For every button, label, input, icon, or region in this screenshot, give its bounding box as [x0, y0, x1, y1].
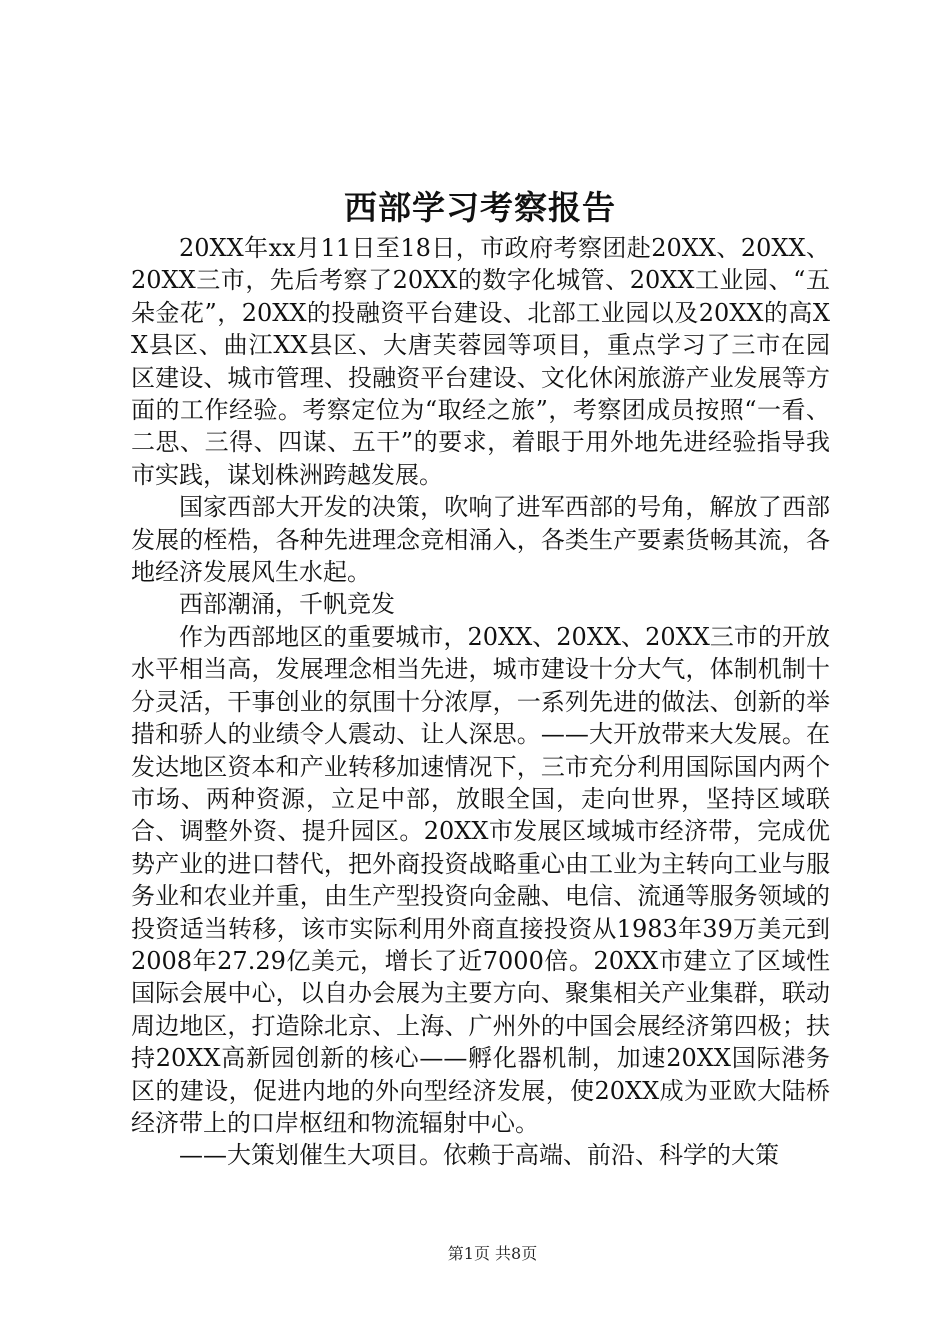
- document-body: [131, 232, 830, 1172]
- paragraph-1: 20XX年xx月11日至18日，市政府考察团赴20XX、20XX、20XX三市，先后考察了20XX的数字化城管、20XX工业园、“五朵金花”，20XX的投融资平台建设、北部工业园以及20XX的高XX县区、曲江XX县区、大唐芙蓉园等项目，重点学习了三市在园区建设、城市管理、投融资平台建设、文化休闲旅游产业发展等方面的工作经验。考察定位为“取经之旅”，考察团成员按照“一看、二思、三得、四谋、五干”的要求，着眼于用外地先进经验指导我市实践，谋划株洲跨越发展。: [131, 234, 830, 489]
- section-heading: 西部潮涌，千帆竞发: [179, 590, 395, 619]
- page-number-footer: 第1页 共8页: [447, 1244, 538, 1263]
- document-title: 西部学习考察报告: [344, 188, 616, 227]
- paragraph-4: ——大策划催生大项目。依赖于高端、前沿、科学的大策: [179, 1141, 779, 1170]
- paragraph-3: 作为西部地区的重要城市，20XX、20XX、20XX三市的开放水平相当高，发展理念相当先进，城市建设十分大气，体制机制十分灵活，干事创业的氛围十分浓厚，一系列先进的做法、创新的举措和骄人的业绩令人震动、让人深思。——大开放带来大发展。在发达地区资本和产业转移加速情况下，三市充分利用国际国内两个市场、两种资源，立足中部，放眼全国，走向世界，坚持区域联合、调整外资、提升园区。20XX市发展区域城市经济带，完成优势产业的进口替代，把外商投资战略重心由工业为主转向工业与服务业和农业并重，由生产型投资向金融、电信、流通等服务领域的投资适当转移，该市实际利用外商直接投资从1983年39万美元到2008年27.29亿美元，增长了近7000倍。20XX市建立了区域性国际会展中心，以自办会展为主要方向、聚集相关产业集群，联动周边地区，打造除北京、上海、广州外的中国会展经济第四极；扶持20XX高新园创新的核心——孵化器机制，加速20XX国际港务区的建设，促进内地的外向型经济发展，使20XX成为亚欧大陆桥经济带上的口岸枢纽和物流辐射中心。: [131, 622, 830, 1137]
- paragraph-2: 国家西部大开发的决策，吹响了进军西部的号角，解放了西部发展的桎梏，各种先进理念竞相涌入，各类生产要素货畅其流，各地经济发展风生水起。: [131, 493, 830, 587]
